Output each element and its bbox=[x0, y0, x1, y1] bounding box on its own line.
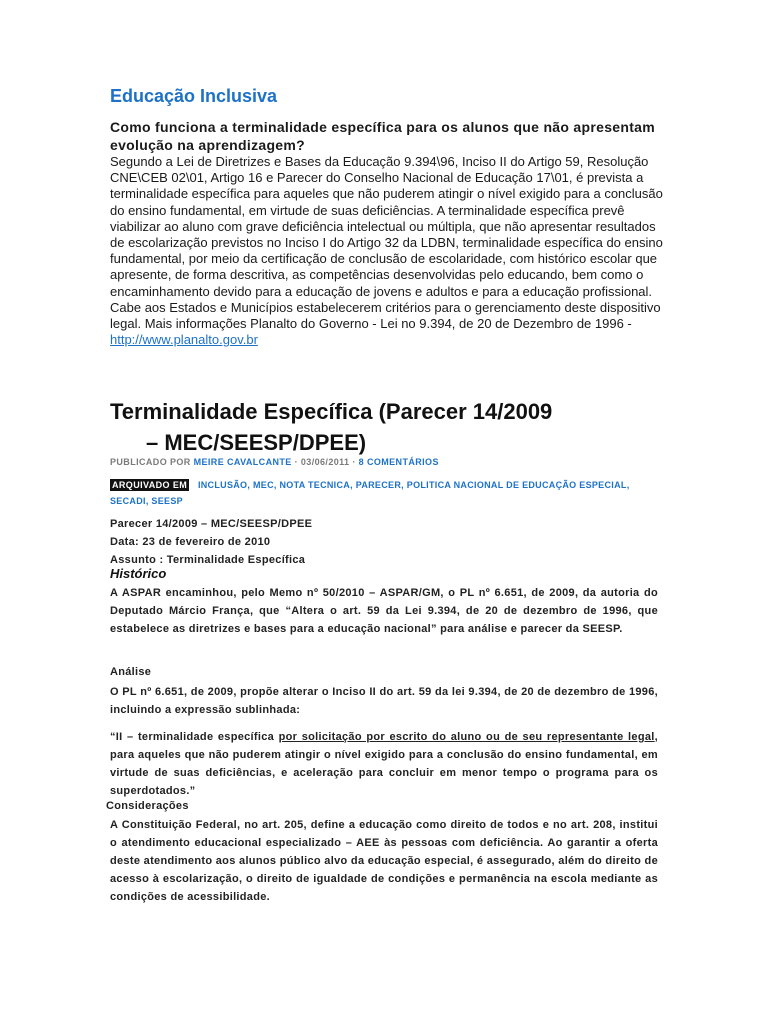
section-body bbox=[110, 154, 670, 348]
parecer-line bbox=[110, 515, 312, 533]
parecer-value: MEC/SEESP/DPEE bbox=[210, 518, 313, 530]
tag-link[interactable]: POLITICA NACIONAL DE EDUCAÇÃO ESPECIAL bbox=[406, 480, 627, 490]
publish-date: 03/06/2011 bbox=[300, 457, 350, 467]
article-title-line1: Terminalidade Específica (Parecer 14/2009 bbox=[110, 399, 553, 424]
historico-text: A ASPAR encaminhou, pelo Memo nº 50/2010 – ASPAR/GM, o PL nº 6.651, de 2009, da autoria do Deputado Márcio França, que “Altera o art. 59 da Lei 9.394, de 20 de dezembro de 1996, que estabelece as diretrizes e bases para a educação nacional” para análise e parecer da SEESP. bbox=[110, 587, 658, 635]
tag-link[interactable]: PARECER bbox=[355, 480, 402, 490]
date-label: Data: bbox=[110, 536, 140, 548]
article-title bbox=[110, 396, 670, 458]
date-value: 23 de fevereiro de 2010 bbox=[142, 536, 271, 548]
quote-underlined: por solicitação por escrito do aluno ou de seu representante legal bbox=[278, 731, 655, 743]
author-link[interactable]: MEIRE CAVALCANTE bbox=[193, 457, 292, 467]
analise-text: O PL nº 6.651, de 2009, propõe alterar o Inciso II do art. 59 da lei 9.394, de 20 de dezembro de 1996, incluindo a expressão sublinhada: bbox=[110, 686, 658, 716]
tag-link[interactable]: SECADI bbox=[110, 496, 146, 506]
tag-link[interactable]: INCLUSÃO bbox=[197, 480, 248, 490]
question-heading: Como funciona a terminalidade específica para os alunos que não apresentam evolução na aprendizagem? bbox=[110, 119, 656, 153]
published-by-label: PUBLICADO POR bbox=[110, 457, 191, 467]
planalto-link[interactable]: http://www.planalto.gov.br bbox=[110, 332, 258, 348]
quote-start: “II – terminalidade específica bbox=[110, 731, 279, 743]
meta-separator: · bbox=[291, 457, 301, 467]
archived-badge: ARQUIVADO EM bbox=[112, 480, 188, 490]
analise-heading: Análise bbox=[110, 666, 152, 678]
article-title-line2: – MEC/SEESP/DPEE) bbox=[146, 430, 367, 455]
comments-link[interactable]: 8 COMENTÁRIOS bbox=[358, 457, 439, 467]
subject-line: Assunto : Terminalidade Específica bbox=[110, 554, 306, 566]
quote-end: , para aqueles que não puderem atingir o nível exigido para a conclusão do ensino fundamental, em virtude de suas deficiências, e aceleração para concluir em menor tempo o programa para os superdotados.” bbox=[110, 731, 658, 797]
meta-separator: · bbox=[349, 457, 359, 467]
consideracoes-heading: Considerações bbox=[106, 800, 189, 812]
historico-heading: Histórico bbox=[110, 566, 167, 581]
tag-link[interactable]: MEC bbox=[252, 480, 274, 490]
quote-text bbox=[110, 728, 658, 800]
date-line bbox=[110, 533, 312, 551]
tag-link[interactable]: NOTA TECNICA bbox=[279, 480, 351, 490]
section-body-text: Segundo a Lei de Diretrizes e Bases da Educação 9.394\96, Inciso II do Artigo 59, Resolução CNE\CEB 02\01, Artigo 16 e Parecer do Conselho Nacional de Educação 17\01, é prevista a terminalidade específica para aqueles que não puderem atingir o nível exigido para a conclusão do ensino fundamental, em virtude de suas deficiências. A terminalidade específica prevê viabilizar ao aluno com grave deficiência intelectual ou múltipla, que não apresentar resultados de escolarização previstos no Inciso I do Artigo 32 da LDBN, terminalidade específica do ensino fundamental, por meio da certificação de conclusão de escolaridade, com histórico escolar que apresente, de forma descritiva, as competências desenvolvidas pelo educando, bem como o encaminhamento devido para a educação de jovens e adultos e para a educação profissional. Cabe aos Estados e Municípios estabelecerem critérios para o gerenciamento deste dispositivo legal. Mais informações Planalto do Governo - Lei no 9.394, de 20 de Dezembro de 1996 - bbox=[110, 154, 663, 332]
consideracoes-text: A Constituição Federal, no art. 205, define a educação como direito de todos e no art. 208, institui o atendimento educacional especializado – AEE às pessoas com deficiência. Ao garantir a oferta deste atendimento aos alunos público alvo da educação especial, é assegurado, além do direito de acesso à escolarização, o direito de igualdade de condições e permanência na escola mediante as condições de acessibilidade. bbox=[110, 819, 658, 903]
section-title: Educação Inclusiva bbox=[110, 86, 278, 106]
tag-link[interactable]: SEESP bbox=[151, 496, 183, 506]
parecer-info bbox=[110, 515, 312, 569]
article-meta bbox=[110, 457, 439, 467]
parecer-prefix: Parecer 14/2009 – bbox=[110, 518, 208, 530]
archived-tags: ARQUIVADO EM INCLUSÃO, MEC, NOTA TECNICA, PARECER, POLITICA NACIONAL DE EDUCAÇÃO ESPECIAL, SECADI, SEESP bbox=[110, 480, 630, 506]
